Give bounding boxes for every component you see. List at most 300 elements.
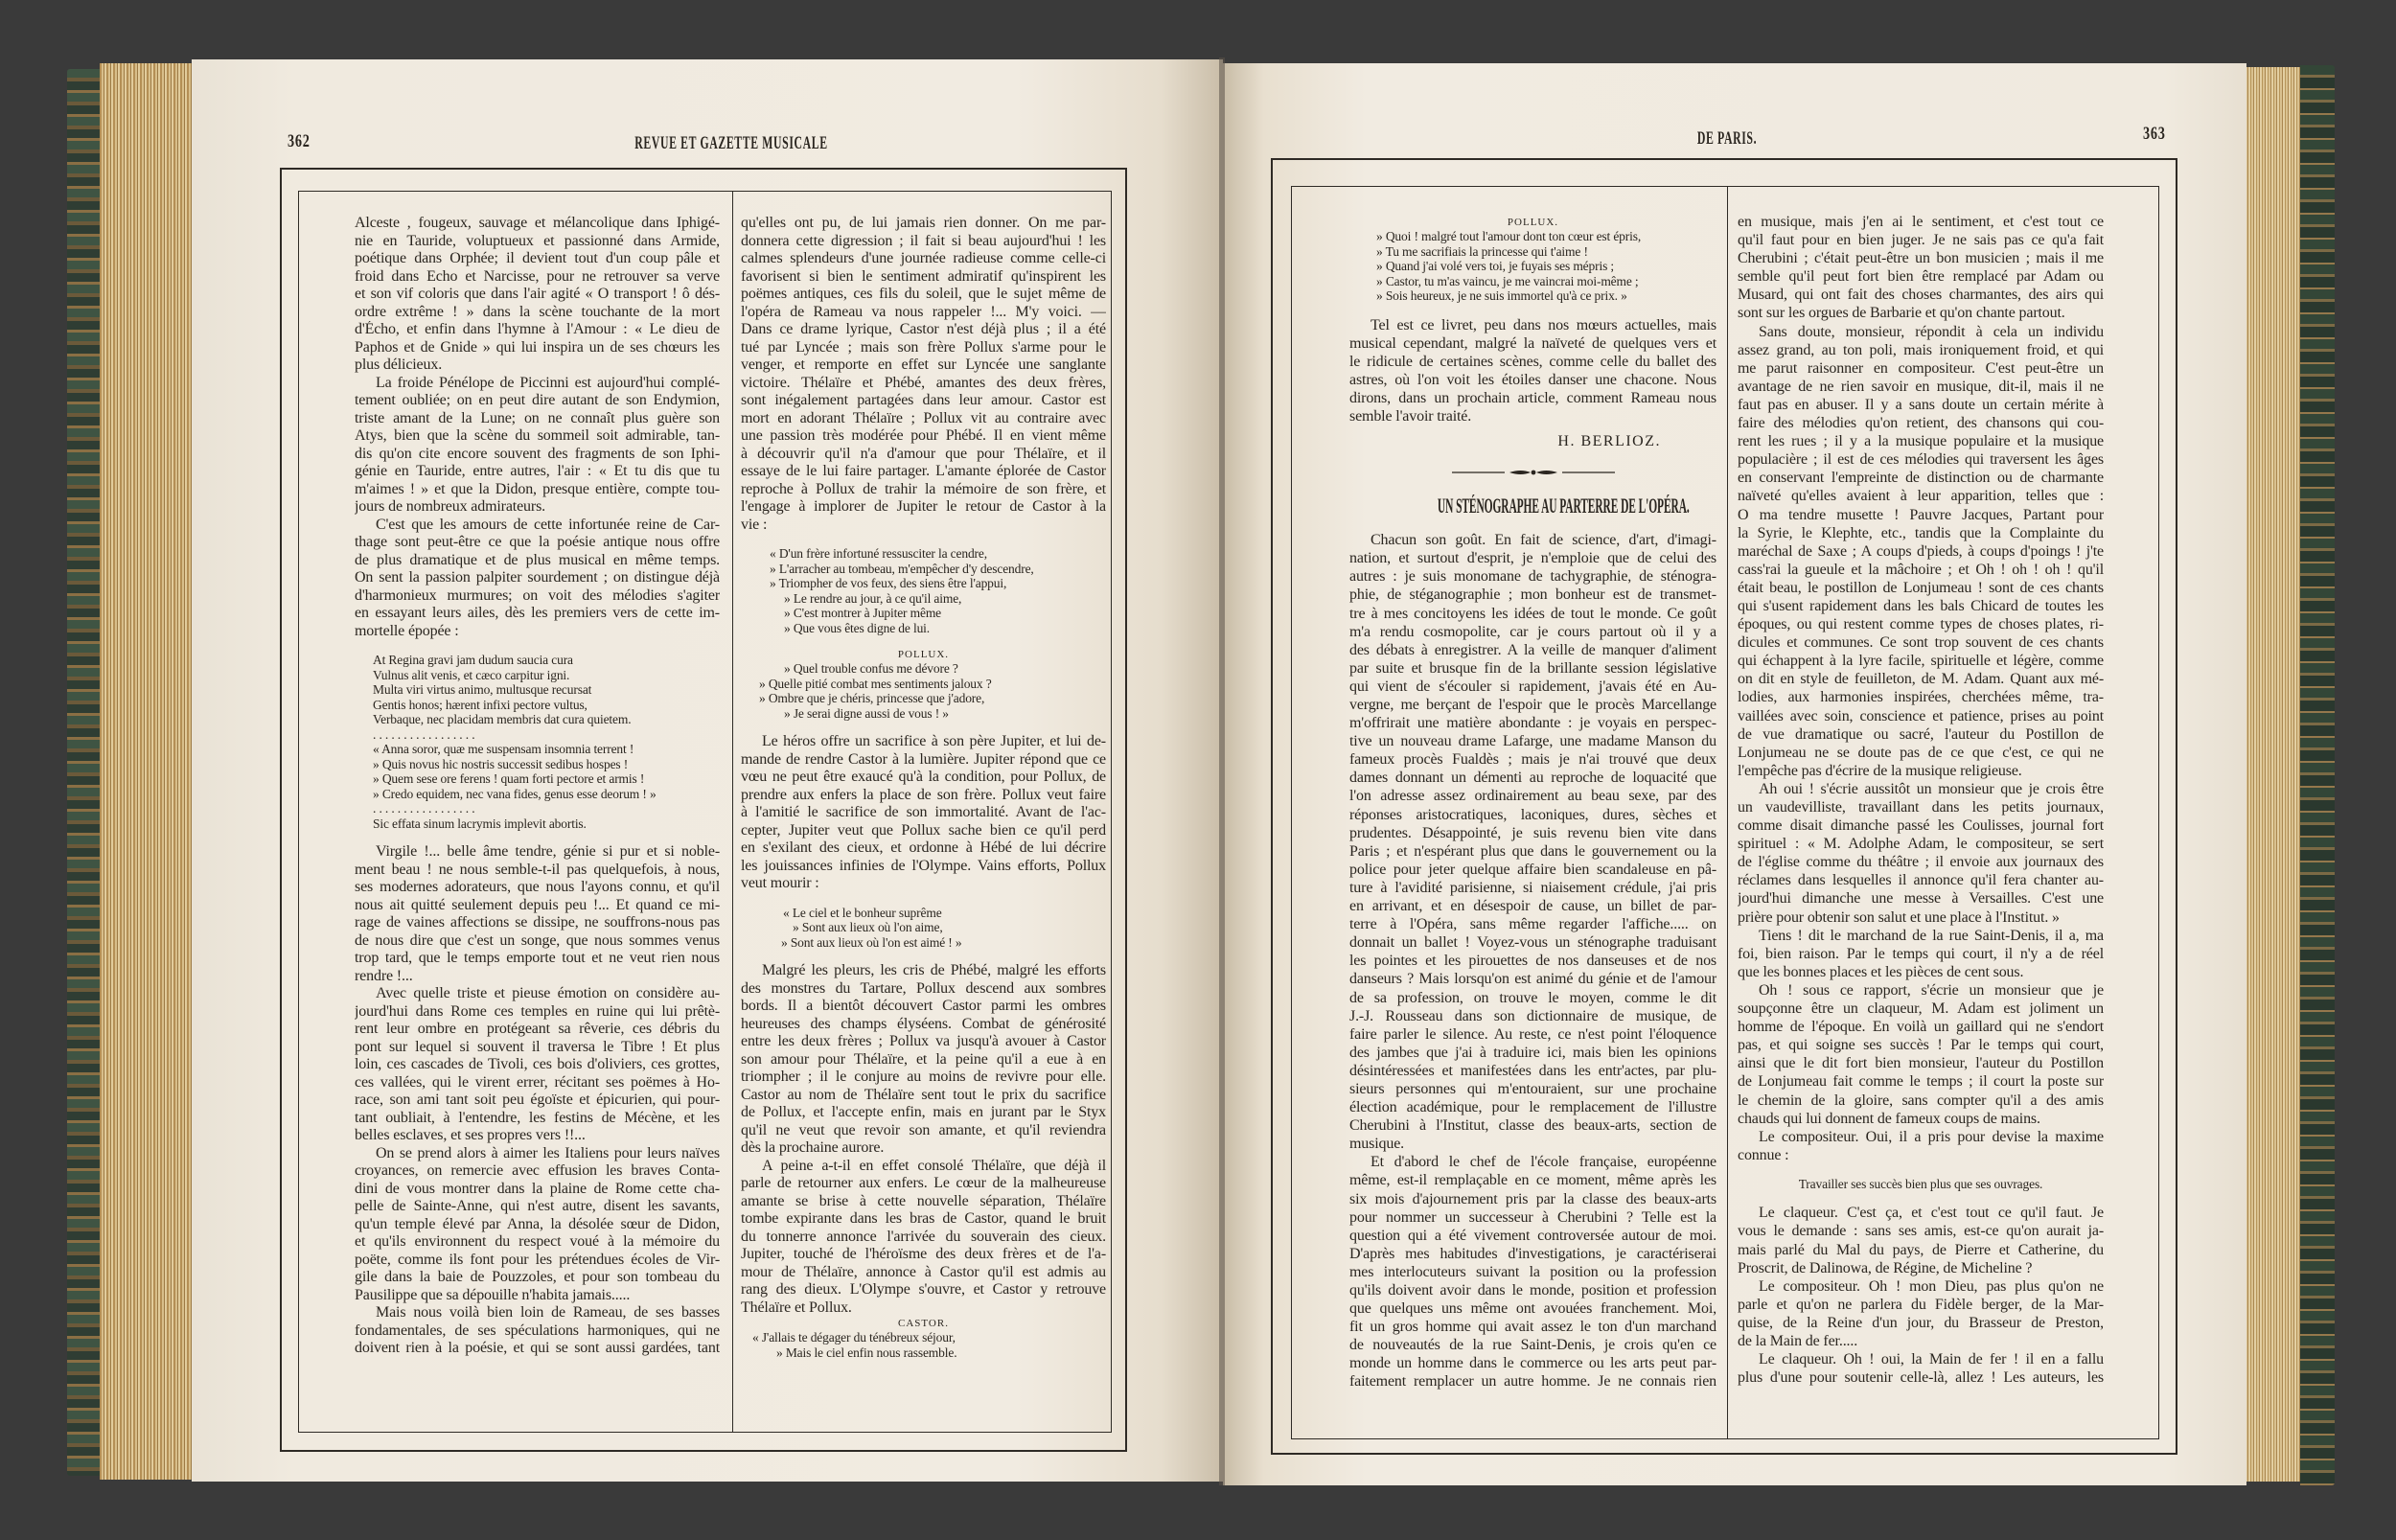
page-362-column-1 (355, 215, 720, 1358)
paragraph (1738, 981, 2104, 1128)
text-line: essaye de le lui faire partager. L'amante éplorée de Castor (741, 463, 1106, 479)
text-line: qui échappent à la lyre facile, spirituelle et légère, comme (1738, 653, 2104, 670)
text-line: époques, ou qui restent comme types de choses plates, ri- (1738, 616, 2104, 633)
text-line: à découvrir qu'il n'a d'amour que pour Thélaïre, et il (741, 445, 1106, 462)
text-line: faitement remplacer un autre homme. Je ne connais rien (1349, 1373, 1716, 1391)
text-line: l'opéra de Rameau va nous rappeler !... M'y voici. — (741, 303, 1106, 320)
text-line: même, est-il remplaçable en ce moment, même après les (1349, 1172, 1716, 1189)
text-line: quise, de la Reine d'un jour, du Brasseur de Preston, (1738, 1314, 2104, 1331)
text-line: maréchal de Saxe ; A coups d'pieds, à coups d'poings ! j'te (1738, 542, 2104, 560)
speaker-name: POLLUX. (897, 649, 950, 660)
text-line: rent leur ombre en protégeant sa rêverie, ces débris du (355, 1021, 720, 1037)
book-edge-marbled-left (67, 69, 102, 1476)
page-number-right: 363 (2143, 124, 2166, 144)
text-line: Lonjumeau ne se doute pas de ce que c'est, ce qui ne (1738, 744, 2104, 761)
text-line: nous ait quitté seulement depuis peu !... Et quand ce mi- (355, 896, 720, 913)
text-line: rang des dieux. L'Olympe s'ouvre, et Castor y retrouve (741, 1281, 1106, 1298)
text-line: de l'église comme du théâtre ; il envoie aux journaux des (1738, 854, 2104, 871)
text-line: faire des mélodies qu'on retient, des chansons qui cou- (1738, 415, 2104, 432)
text-line: l'empêche pas d'écrire de la musique religieuse. (1738, 762, 2022, 779)
text-line: sieurs personnes qui m'entouraient, sur une prochaine (1349, 1080, 1716, 1097)
text-line: prendre aux enfers la place de son frère. Pollux veut faire (741, 786, 1106, 803)
text-line: homme de l'époque. En voilà un gaillard qui ne s'endort (1738, 1019, 2104, 1036)
text-line: On sent la passion palpiter sourdement ; on distingue déjà (355, 569, 720, 586)
verse-line: « J'allais te dégager du ténébreux séjour, (752, 1330, 956, 1345)
running-head-right: DE PARIS. (1696, 128, 1758, 149)
text-line: était beau, le postillon de Lonjumeau ! sont de ces chants (1738, 579, 2104, 596)
text-line: Castor au nom de Thélaïre sent tout le prix du sacrifice (741, 1086, 1106, 1103)
verse-line: » Sont aux lieux où l'on est aimé ! » (781, 934, 962, 950)
text-line: qu'elles ont pu, de lui jamais rien donner. On me par- (741, 215, 1106, 231)
verse-line: « Le ciel et le bonheur suprême (783, 905, 942, 920)
text-line: autres : je suis monomane de tachygraphie, de sténogra- (1349, 568, 1716, 586)
verse-line: Travailler ses succès bien plus que ses ouvrages. (1798, 1176, 2043, 1191)
text-line: naïveté qu'elles avaient à leur apparition, telles que : (1738, 488, 2104, 505)
text-line: heureuses des champs élyséens. Combat de générosité (741, 1015, 1106, 1032)
text-line: l'on adresse assez ordinairement au beau sexe, par des (1349, 788, 1716, 805)
paragraph (741, 215, 1106, 534)
text-line: pelle de Sainte-Anne, qui n'est autre, disent les savants, (355, 1198, 720, 1214)
text-line: poëte, comme ils font pour les prétendues écoles de Vir- (355, 1251, 720, 1268)
text-line: fit un gros homme qui avait assez le ton d'un marchand (1349, 1319, 1716, 1336)
verse-quote (741, 906, 1106, 951)
text-line: donnait un ballet ! Voyez-vous un sténographe traduisant (1349, 934, 1716, 952)
paragraph (355, 375, 720, 517)
text-line: de nous dire que c'est un songe, que nous sommes venus (355, 931, 720, 949)
text-line: Pausilippe que sa dépouille n'habita jamais..... (355, 1286, 631, 1303)
text-line: loin, ces cascades de Tivoli, ces bois d'oliviers, ces grottes, (355, 1056, 720, 1072)
verse-line: » Quoi ! malgré tout l'amour dont ton cœur est épris, (1376, 229, 1642, 243)
text-line: vaillées avec soin, conscience et patience, prises au point (1738, 707, 2104, 724)
speaker-name: POLLUX. (1507, 217, 1559, 228)
text-line: mais parlé du Mal du pays, de Pierre et Catherine, du (1738, 1241, 2104, 1258)
paragraph (355, 1145, 720, 1305)
text-line: le chemin de la gloire, sans compter qu'il a des amis (1738, 1092, 2104, 1109)
text-line: calmes splendeurs d'une journée radieuse comme celle-ci (741, 250, 1106, 266)
text-line: danseurs ? Mais lorsqu'on est animé du génie et de l'amour (1349, 971, 1716, 988)
verse-line: Vulnus alit venis, et cæco carpitur igni. (373, 667, 570, 682)
paragraph (1738, 1128, 2104, 1164)
article-title: UN STÉNOGRAPHE AU PARTERRE DE L'OPÉRA. (1437, 494, 1690, 518)
text-line: son amour pour Thélaïre, et la peine qu'il a eue à en (741, 1050, 1106, 1068)
text-line: trop tard, que le temps emporte tout et ne veut rien nous (355, 950, 720, 966)
text-line: tement oubliée; on en peut dire autant de son Endymion, (355, 392, 720, 408)
verse-line: » C'est montrer à Jupiter même (784, 606, 942, 620)
text-line: mour de Thélaïre, annonce à Castor qu'il est admis au (741, 1263, 1106, 1280)
text-line: en arrivant, et en désespoir de cause, un billet de par- (1349, 898, 1716, 915)
text-line: l'engage à implorer de Jupiter le retour de Castor à la (741, 498, 1106, 515)
text-line: parle de retourner aux enfers. Le cœur de la malheureuse (741, 1175, 1106, 1191)
text-line: cepter, Jupiter veut que Pollux sache bien ce qu'il perd (741, 821, 1106, 839)
text-line: parle et qu'on ne parlera du Fidèle berger, de la Mar- (1738, 1296, 2104, 1313)
text-line: les jouissances infinies de l'Olympe. Vains efforts, Pollux (741, 857, 1106, 874)
verse-line: « D'un frère infortuné ressusciter la cendre, (770, 546, 987, 561)
verse-line: » Sois heureux, je ne suis immortel qu'à ce prix. » (1376, 288, 1627, 303)
text-line: connue : (1738, 1146, 1789, 1163)
verse-quote (741, 1330, 1106, 1360)
text-line: plus délicieux. (355, 356, 443, 373)
text-line: Atys, bien que la scène du sommeil soit admirable, tan- (355, 427, 720, 444)
verse-line: » Le rendre au jour, à ce qu'il aime, (784, 590, 962, 606)
book-gutter (1219, 57, 1225, 1485)
text-line: poëmes antiques, ces fils du soleil, que le sujet même de (741, 286, 1106, 302)
text-line: avantage de ne rien savoir en musique, dit-il, mais il ne (1738, 378, 2104, 395)
verse-line: » Ombre que je chéris, princesse que j'adore, (759, 691, 985, 705)
section-divider-ornament (1349, 458, 1716, 487)
verse-line: » Triompher de vos feux, des siens être l'appui, (770, 576, 1007, 590)
text-line: populacière ; il est de ces mélodies qui traversent les âges (1738, 451, 2104, 469)
verse-line: Multa viri virtus animo, multusque recursat (373, 682, 592, 697)
text-line: rage de vaines affections se dissipe, ne souffrons-nous pas (355, 914, 720, 931)
text-line: victoire. Thélaïre et Phébé, amantes des deux frères, (741, 374, 1106, 391)
text-line: Jupiter, touché de l'héroïsme des deux frères et de l'a- (741, 1246, 1106, 1262)
text-line: dini de vous montrer dans la plaine de Rome cette cha- (355, 1180, 720, 1197)
text-line: d'Écho, et enfin dans l'hymne à l'Amour : « Le dieu de (355, 321, 720, 337)
text-line: fondamentales, de ses spéculations harmoniques, qui ne (355, 1322, 720, 1339)
paragraph (1738, 323, 2104, 780)
right-column-rule (1727, 186, 1728, 1439)
text-line: Paphos et de Gnide » qui lui inspira un de ses chœurs les (355, 338, 720, 356)
page-363-column-1 (1349, 216, 1716, 1391)
text-line: donnera cette digression ; il fait si beau aujourd'hui ! les (741, 232, 1106, 249)
text-line: musique. (1349, 1136, 1405, 1153)
verse-quote (1738, 1177, 2104, 1192)
text-line: nie en Tauride, voluptueux et passionné dans Armide, (355, 232, 720, 249)
text-line: chauds qui lui donnent de fameux coups de mains. (1738, 1110, 2040, 1127)
text-line: Alceste , fougeux, sauvage et mélancolique dans Iphigé- (355, 215, 720, 231)
book-edge-marbled-right (2300, 65, 2335, 1485)
text-line: qui s'usent rapidement dans les bals Chicard de toutes les (1738, 597, 2104, 614)
text-line: en musique, mais j'en ai le sentiment, et c'est tout ce (1738, 214, 2104, 230)
text-line: bords. Il a bientôt découvert Castor parmi les ombres (741, 998, 1106, 1014)
text-line: Le claqueur. Oh ! oui, la Main de fer ! il en a fallu (1759, 1351, 2104, 1368)
text-line: rendre !... (355, 967, 413, 984)
text-line: tre à mes concitoyens les idées de tout le monde. Ce goût (1349, 605, 1716, 622)
text-line: une passion très modérée pour Phébé. Il en vient même (741, 427, 1106, 444)
text-line: Et d'abord le chef de l'école française, européenne (1371, 1154, 1716, 1171)
text-line: du tonnerre annonce l'arrivée du souverain des cieux. (741, 1228, 1106, 1245)
text-line: dicules et communes. Ce sont trop souvent de ces chants (1738, 634, 2104, 652)
paragraph (1738, 1204, 2104, 1276)
text-line: Proscrit, de Dalinowa, de Régine, de Micheline ? (1738, 1259, 2033, 1276)
paragraph (1349, 316, 1716, 426)
verse-line: » Quel trouble confus me dévore ? (784, 661, 958, 676)
text-line: m'a rendu cosmopolite, car je cours partout où il y a (1349, 623, 1716, 640)
verse-quote (741, 661, 1106, 721)
verse-line: » L'arracher au tombeau, m'empêcher d'y descendre, (770, 561, 1034, 576)
text-line: J.-J. Rousseau dans son dictionnaire de musique, de (1349, 1007, 1716, 1024)
text-line: de plus dramatique et de plus musical en même temps. (355, 551, 720, 568)
verse-line: Sic effata sinum lacrymis implevit abortis. (373, 816, 587, 831)
text-line: assez grand, au ton poli, mais ironiquement froid, et qui (1738, 341, 2104, 358)
paragraph (1738, 927, 2104, 981)
text-line: Musard, qui ont fait des choses charmantes, des airs qui (1738, 287, 2104, 304)
text-line: O ma tendre musette ! Pauvre Jacques, Partant pour (1738, 506, 2104, 523)
running-head-left: REVUE ET GAZETTE MUSICALE (634, 133, 828, 153)
text-line: d'harmonieux murmures; on voit des mélodies s'agiter (355, 586, 720, 604)
text-line: Paris ; et n'espérant plus que dans le gouvernement ou la (1349, 842, 1716, 860)
text-line: Cherubini ; c'était peut-être un bon musicien ; mais il me (1738, 250, 2104, 267)
text-line: que les bonnes places et les pièces de cent sous. (1738, 963, 2024, 980)
text-line: tant oubliait, à l'entendre, les festins de Mécène, et les (355, 1109, 720, 1126)
text-line: question qui a été vivement controversée autour de moi. (1349, 1227, 1716, 1244)
text-line: prière pour obtenir son salut et une place à l'Institut. » (1738, 908, 2060, 926)
verse-line: » Je serai digne aussi de vous ! » (784, 705, 949, 721)
verse-line: » Quis novus hic nostris successit sedibus hospes ! (373, 756, 629, 771)
text-line: C'est que les amours de cette infortunée reine de Car- (376, 516, 720, 533)
text-line: que quelques uns même ont avouées franchement. Moi, (1349, 1300, 1716, 1318)
text-line: qu'il ne veut que revoir son amante, et qu'il reviendra (741, 1121, 1106, 1138)
paragraph (355, 1304, 720, 1358)
paragraph (1349, 531, 1716, 1153)
text-line: vous le demande : sans ses amis, est-ce qu'on aurait ja- (1738, 1223, 2104, 1240)
text-line: Malgré les pleurs, les cris de Phébé, malgré les efforts (762, 962, 1106, 978)
text-line: Virgile !... belle âme tendre, génie si pur et si noble- (376, 843, 720, 860)
text-line: jours de nombreux admirateurs. (355, 498, 546, 515)
text-line: me parut raisonner en compositeur. C'est peut-être un (1738, 359, 2104, 377)
text-line: lodies, aux harmonies inspirées, cherchées même, tra- (1738, 689, 2104, 706)
text-line: Mais nous voilà bien loin de Rameau, de ses basses (376, 1304, 720, 1321)
text-line: soupçonne être un claqueur, M. Adam est joliment un (1738, 1000, 2104, 1018)
text-line: Dans ce drame lyrique, Castor n'est déjà plus ; il a été (741, 321, 1106, 337)
paragraph (1738, 213, 2104, 323)
text-line: race, son ami tant soit peu égoïste et épicurien, qui pour- (355, 1092, 720, 1108)
text-line: désintéressées et manifestées dans les entr'actes, par plu- (1349, 1062, 1716, 1079)
text-line: Sans doute, monsieur, répondit à cela un individu (1759, 323, 2104, 340)
text-line: et son vif coloris que dans l'air agité « O transport ! ô dés- (355, 286, 720, 302)
text-line: réponses aristocratiques, laconiques, dures, sèches et (1349, 806, 1716, 823)
text-line: Chacun son goût. En fait de science, d'art, d'imagi- (1371, 532, 1716, 549)
text-line: mes interlocuteurs suivant la position ou la profession (1349, 1263, 1716, 1280)
text-line: Le compositeur. Oui, il a pris pour devise la maxime (1759, 1128, 2104, 1145)
text-line: ordre extrême ! » dans la scène touchante de la mort (355, 303, 720, 320)
text-line: spirituel : « M. Adolphe Adam, le compositeur, se sert (1738, 836, 2104, 853)
text-line: Avec quelle triste et pieuse émotion on considère au- (376, 985, 720, 1001)
text-line: Thélaïre et Pollux. (741, 1299, 852, 1316)
text-line: phie, de stéganographie ; mon bonheur est de transmet- (1349, 586, 1716, 604)
text-line: Tel est ce livret, peu dans nos mœurs actuelles, mais (1371, 316, 1716, 333)
paragraph (741, 962, 1106, 1158)
text-line: par suite et brusque fin de la brillante session législative (1349, 659, 1716, 677)
text-line: le ridicule de certaines scènes, comme celle du ballet des (1349, 353, 1716, 370)
text-line: qu'ils doivent avoir dans le monde, position et profession (1349, 1282, 1716, 1299)
text-line: en s'exilant des cieux, et ordonne à Hébé de lui décrire (741, 839, 1106, 856)
verse-line: Gentis honos; hærent infixi pectore vultus, (373, 697, 587, 712)
verse-line: » Castor, tu m'as vaincu, je me vaincrai moi-même ; (1376, 273, 1639, 288)
text-line: veut mourir : (741, 875, 819, 891)
text-line: poétique dans Orphée; il devient tout d'un coup pâle et (355, 250, 720, 266)
paragraph (355, 517, 720, 641)
text-line: des monstres du Tartare, Pollux descend aux sombres (741, 979, 1106, 997)
verse-quote (355, 653, 720, 831)
text-line: fameux procès Fualdès ; mais je n'ai trouvé que deux (1349, 751, 1716, 769)
text-line: astres, où l'on voit les étoiles danser une chacone. Nous (1349, 371, 1716, 388)
text-line: D'après mes habitudes d'investigations, je caractériserai (1349, 1245, 1716, 1262)
speaker-name: CASTOR. (898, 1318, 949, 1329)
text-line: à l'amitié le sacrifice de son immortalité. Avant de l'ac- (741, 804, 1106, 820)
verse-line: At Regina gravi jam dudum saucia cura (373, 653, 573, 667)
text-line: monde un homme dans le commerce ou les arts peut par- (1349, 1355, 1716, 1372)
text-line: la Syrie, le Klephte, etc., tandis que la Complainte du (1738, 524, 2104, 541)
text-line: Oh ! sous ce rapport, s'écrie un monsieur que je (1759, 981, 2104, 999)
text-line: des jambes que j'ai à traduire ici, mais bien les opinions (1349, 1044, 1716, 1061)
text-line: foi, bien raison. Par le temps qui court, il n'y a de réel (1738, 945, 2104, 962)
text-line: prudentes. Désappointé, je suis revenu bien vite dans (1349, 824, 1716, 841)
text-line: sont sur les orgues de Barbarie et qu'on chante partout. (1738, 305, 2065, 322)
verse-line: » Quand j'ai volé vers toi, je fuyais ses mépris ; (1376, 259, 1615, 273)
verse-line: » Que vous êtes digne de lui. (784, 620, 930, 635)
verse-line: » Tu me sacrifiais la princesse qui t'aime ! (1376, 243, 1588, 259)
text-line: ainsi que le dit fort bien monsieur, l'auteur du Postillon (1738, 1055, 2104, 1072)
text-line: Cherubini à l'Institut, classe des beaux-arts, section de (1349, 1117, 1716, 1135)
text-line: pas, et qui soigne ses succès ! Par le temps qui court, (1738, 1037, 2104, 1054)
text-line: terre à l'Opéra, sans même regarder l'affiche..... on (1349, 916, 1716, 933)
text-line: ses modernes adorateurs, que nous l'ayons connu, et qu'il (355, 879, 720, 895)
text-line: six mois d'ajournement pris par la classe des beaux-arts (1349, 1190, 1716, 1207)
paragraph (1738, 780, 2104, 927)
text-line: des débats à enregistrer. A la veille de manquer d'aliment (1349, 641, 1716, 658)
text-line: Tiens ! dit le marchand de la rue Saint-Denis, il a, ma (1759, 927, 2104, 944)
author-signature: H. BERLIOZ. (1557, 433, 1661, 450)
text-line: Le claqueur. C'est ça, et c'est tout ce qu'il faut. Je (1759, 1205, 2104, 1222)
text-line: plus d'une pour soutenir celle-là, allez ! Les auteurs, les (1738, 1369, 2104, 1387)
text-line: froid dans Echo et Narcisse, pour ne retrouver sa verve (355, 267, 720, 285)
text-line: Le héros offre un sacrifice à son père Jupiter, et lui de- (762, 733, 1106, 749)
verse-quote (741, 546, 1106, 635)
page-edges-right (2246, 67, 2303, 1482)
paragraph (1738, 1277, 2104, 1350)
text-line: en essayant leurs ailes, dès les premiers vers de cette im- (355, 605, 720, 621)
text-line: triste amant de la Lune; on ne connaît plus guère son (355, 409, 720, 426)
verse-line: » Credo equidem, nec vana fides, genus esse deorum ! » (373, 786, 657, 801)
paragraph (355, 215, 720, 375)
text-line: ture à l'avidité parisienne, si niaisement crédule, j'ai pris (1349, 879, 1716, 896)
text-line: semble qu'il peut fort bien être remplacé par Adam ou (1738, 268, 2104, 286)
verse-line: » Sont aux lieux où l'on aime, (793, 920, 943, 934)
text-line: les pointes et les pirouettes de nos danseuses et de nos (1349, 953, 1716, 970)
text-line: et qu'ils environnent du respect voué à la mémoire du (355, 1233, 720, 1250)
text-line: musical cependant, malgré la naïveté de quelques vers et (1349, 334, 1716, 352)
text-line: La froide Pénélope de Piccinni est aujourd'hui complé- (376, 374, 720, 391)
text-line: de sa profession, on trouve le moyen, comme le dit (1349, 989, 1716, 1006)
text-line: sont inégalement partagées dans leur amour. Castor est (741, 392, 1106, 408)
text-line: cass'rai la gueule et la mâchoire ; et Oh ! oh ! oh ! qu'il (1738, 561, 2104, 578)
text-line: mortelle épopée : (355, 622, 459, 639)
text-line: Ah oui ! s'écrie aussitôt un monsieur que je crois être (1759, 780, 2104, 797)
text-line: élection académique, pour le remplacement de l'illustre (1349, 1099, 1716, 1116)
text-line: tombe expirante dans les bras de Castor, quand le bruit (741, 1210, 1106, 1227)
text-line: pont sur lequel si souvent il traversa le Tibre ! Et plus (355, 1038, 720, 1055)
page-number-left: 362 (288, 131, 311, 151)
text-line: favorisent si bien le sentiment admiratif qu'inspirent les (741, 267, 1106, 285)
verse-line: » Mais le ciel enfin nous rassemble. (776, 1345, 957, 1360)
verse-line: . . . . . . . . . . . . . . . . . (373, 801, 475, 816)
text-line: faut pas en abuser. Il y a sans doute un certain mérite à (1738, 396, 2104, 413)
text-line: reproche à Pollux de trahir la mémoire de son frère, et (741, 480, 1106, 497)
text-line: faire parler le silence. Au reste, ce n'est point l'éloquence (1349, 1025, 1716, 1043)
text-line: on dit en style de feuilleton, de M. Adam. Quant aux mé- (1738, 671, 2104, 688)
text-line: ces vallées, qui le virent errer, récitant ses poëmes à Ho- (355, 1073, 720, 1091)
paragraph (355, 843, 720, 985)
text-line: un vaudevilliste, travaillant dans les petits journaux, (1738, 799, 2104, 816)
text-line: génie en Tauride, entre autres, l'air : « Et tu dis que tu (355, 463, 720, 479)
text-line: de la Main de fer..... (1738, 1333, 1858, 1350)
page-edges-left (100, 63, 196, 1480)
text-line: rent les rues ; il y a la musique populaire et la musique (1738, 433, 2104, 450)
left-column-rule (732, 191, 733, 1433)
text-line: gile dans la baie de Pouzzoles, et pour son tombeau du (355, 1269, 720, 1285)
text-line: de Lonjumeau fait comme le temps ; il court la poste sur (1738, 1073, 2104, 1091)
text-line: vie : (741, 516, 768, 533)
text-line: dames donnant un démenti au reproche de loquacité que (1349, 770, 1716, 787)
verse-line: . . . . . . . . . . . . . . . . . (373, 726, 475, 742)
text-line: en conservant l'empreinte de distinction ou de charmante (1738, 470, 2104, 487)
page-362-column-2 (741, 215, 1106, 1372)
text-line: qu'il faut pour en bien juger. Je ne sais pas ce qu'a fait (1738, 232, 2104, 249)
text-line: de nouveautés de la rue Saint-Denis, je crois qu'en ce (1349, 1337, 1716, 1354)
paragraph (741, 733, 1106, 893)
text-line: amante se brise à cette nouvelle séparation, Thélaïre (741, 1192, 1106, 1209)
page-363-column-2 (1738, 213, 2104, 1387)
text-line: tué par Lyncée ; mais son frère Pollux s'arme pour le (741, 338, 1106, 356)
text-line: qu'un temple élevé par Anna, la désolée sœur de Didon, (355, 1215, 720, 1232)
text-line: thage sont peut-être ce que la poésie antique nous offre (355, 534, 720, 550)
text-line: mande de rendre Castor à la lumière. Jupiter répond que ce (741, 750, 1106, 768)
text-line: qui vient de s'écouler si rapidement, j'avais été en Au- (1349, 678, 1716, 695)
text-line: jourd'hui dans Rome ces temples en ruine qui lui prêtè- (355, 1002, 720, 1020)
text-line: police pour jeter quelque affaire bien scandaleuse en pâ- (1349, 861, 1716, 878)
paragraph (1738, 1350, 2104, 1387)
paragraph (355, 985, 720, 1145)
paragraph (741, 1158, 1106, 1318)
text-line: croyances, on remercie avec effusion les braves Conta- (355, 1162, 720, 1179)
verse-quote (1349, 229, 1716, 304)
text-line: réclames dans lesquelles il annonce qu'il fera chanter au- (1738, 872, 2104, 889)
text-line: semble l'avoir traité. (1349, 407, 1472, 425)
text-line: de Pollux, et l'accepte enfin, mais en jurant par le Styx (741, 1104, 1106, 1120)
text-line: vœu ne peut être exaucé qu'à la condition, pour Pollux, de (741, 769, 1106, 785)
text-line: comme disait dimanche passé les Coulisses, journal fort (1738, 817, 2104, 835)
ornament-rule-icon (1452, 467, 1615, 478)
text-line: vergne, me berçant de l'espoir que le procès Marcellange (1349, 697, 1716, 713)
text-line: mort en adorant Thélaïre ; Pollux vit au contraire avec (741, 409, 1106, 426)
text-line: On se prend alors à aimer les Italiens pour leurs naïves (376, 1144, 720, 1161)
text-line: m'offrirait une matière abondante : je voyais en perspec- (1349, 715, 1716, 732)
text-line: A peine a-t-il en effet consolé Thélaïre, que déjà il (762, 1157, 1106, 1174)
text-line: ment beau ! ne nous semble-t-il pas quelquefois, à nous, (355, 861, 720, 878)
text-line: doivent rien à la poésie, et qui se sont aussi gardées, tant (355, 1340, 720, 1356)
text-line: jourd'hui dimanche une messe à Versailles. C'est une (1738, 890, 2104, 908)
text-line: triompher ; il le conjure au moins de revivre pour elle. (741, 1069, 1106, 1085)
text-line: entre les deux frères ; Pollux va jusqu'à avouer à Castor (741, 1033, 1106, 1049)
text-line: dis qu'on cite encore souvent des fragments de son Iphi- (355, 445, 720, 462)
verse-line: » Quelle pitié combat mes sentiments jaloux ? (759, 676, 992, 691)
verse-line: Verbaque, nec placidam membris dat cura quietem. (373, 712, 632, 726)
text-line: Le compositeur. Oh ! mon Dieu, pas plus qu'on ne (1759, 1277, 2104, 1295)
paragraph (1349, 1153, 1716, 1391)
text-line: dirons, dans un prochain article, comment Rameau nous (1349, 389, 1716, 406)
text-line: belles esclaves, et ses propres vers !!... (355, 1127, 586, 1143)
text-line: de vue dramatique ou sacré, l'auteur du Postillon de (1738, 725, 2104, 743)
text-line: venger, et remporte en effet sur Lyncée une sanglante (741, 356, 1106, 373)
text-line: m'aimes ! » et que la Didon, presque entière, compte tou- (355, 480, 720, 497)
verse-line: « Anna soror, quæ me suspensam insomnia terrent ! (373, 742, 634, 756)
text-line: nation, et surtout d'esprit, je n'emploie que de celui des (1349, 550, 1716, 567)
text-line: pour nommer un successeur à Cherubini ? Telle est la (1349, 1208, 1716, 1226)
text-line: dès la prochaine aurore. (741, 1139, 885, 1156)
verse-line: » Quem sese ore ferens ! quam forti pectore et armis ! (373, 771, 645, 786)
text-line: tive un nouveau drame Lafarge, une madame Manson du (1349, 733, 1716, 750)
